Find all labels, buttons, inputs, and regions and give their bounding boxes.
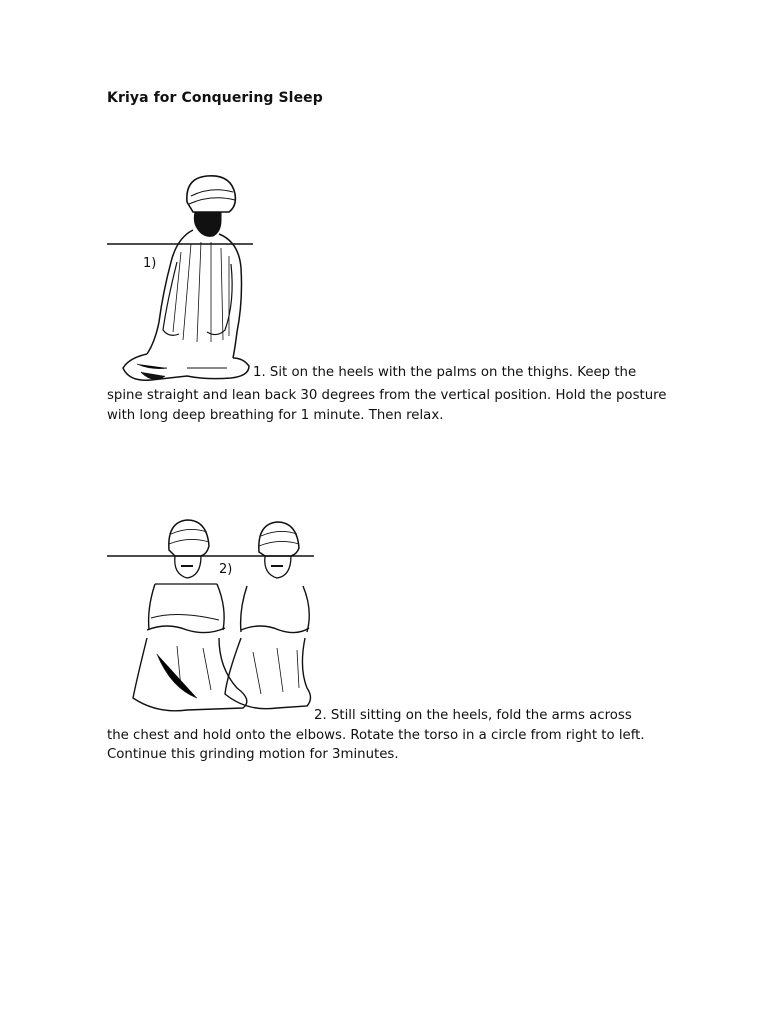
figure-1-label: 1) [143, 256, 157, 271]
step-1-illustration [107, 172, 253, 386]
step-1-text-body: spine straight and lean back 30 degrees from the vertical position. Hold the posture with long deep breathing for 1 minute. Then relax. [107, 388, 667, 423]
step-2-text-body: the chest and hold onto the elbows. Rotate the torso in a circle from right to left. Continue this grinding motion for 3minutes. [107, 727, 645, 762]
step-2-text-first-line: 2. Still sitting on the heels, fold the arms across [314, 708, 632, 723]
figure-2-label: 2) [219, 562, 233, 577]
kneeling-figure-lean-back-drawing [107, 172, 253, 386]
step-2 [107, 518, 667, 765]
step-1 [107, 172, 667, 425]
step-1-text-first-line: 1. Sit on the heels with the palms on the thighs. Keep the [253, 365, 637, 380]
page-title: Kriya for Conquering Sleep [107, 90, 323, 106]
step-2-illustration [107, 518, 314, 719]
two-kneeling-figures-folded-arms-drawing [107, 518, 314, 719]
